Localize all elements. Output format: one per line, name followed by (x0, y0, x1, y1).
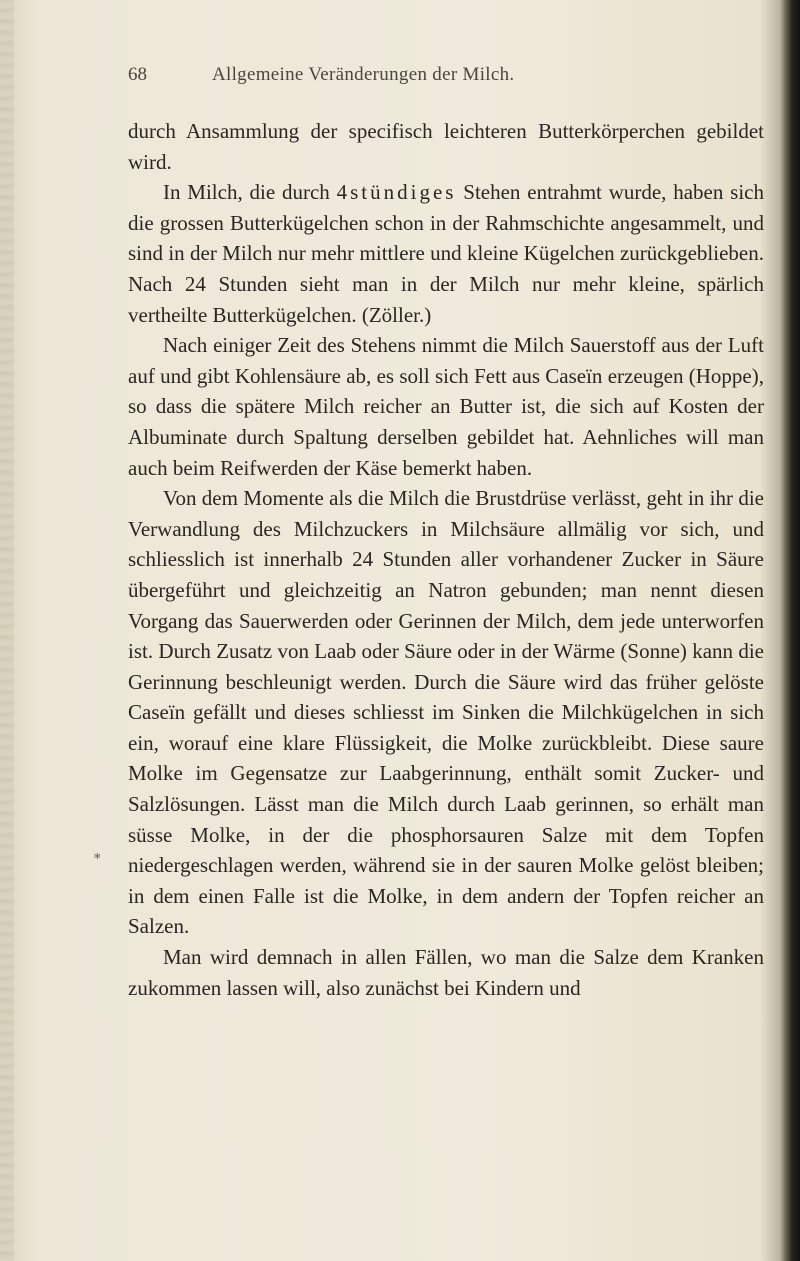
paragraph-continuation: durch Ansammlung der specifisch leichteren Butterkörperchen gebildet wird. (128, 119, 764, 174)
page-header (128, 64, 708, 94)
paragraph-conclusion: Man wird demnach in allen Fällen, wo man die Salze dem Kranken zukommen lassen will, also zunächst bei Kindern und (128, 945, 764, 1000)
paragraph-oxygen-uptake: Nach einiger Zeit des Stehens nimmt die Milch Sauerstoff aus der Luft auf und gibt Kohlensäure ab, es soll sich Fett aus Caseïn erzeugen (Hoppe), so dass die spätere Milch reicher an Butter ist, die sich auf Kosten der Albuminate durch Spaltung derselben gebildet hat. Aehnliches will man auch beim Reifwerden der Käse bemerkt haben. (128, 333, 764, 480)
running-title: Allgemeine Veränderungen der Milch. (212, 64, 515, 85)
page-right-edge-shadow (786, 0, 800, 1261)
paragraph-2-rest: Stehen entrahmt wurde, haben sich die grossen Butterkügelchen schon in der Rahmschichte angesammelt, und sind in der Milch nur mehr mittlere und kleine Kügelchen zurückgeblieben. Nach 24 Stunden sieht man in der Milch nur mehr kleine, spärlich vertheilte Butterkügelchen. (Zöller.) (128, 180, 765, 327)
page-binding-edge (0, 0, 14, 1261)
paragraph-milk-skimming (128, 177, 764, 330)
paragraph-souring: Von dem Momente als die Milch die Brustdrüse verlässt, geht in ihr die Verwandlung des Milchzuckers in Milchsäure allmälig vor sich, und schliesslich ist innerhalb 24 Stunden aller vorhandener Zucker in Säure übergeführt und gleichzeitig an Natron gebunden; man nennt diesen Vorgang das Sauerwerden oder Gerinnen der Milch, dem jede unterworfen ist. Durch Zusatz von Laab oder Säure oder in der Wärme (Sonne) kann die Gerinnung beschleunigt werden. Durch die Säure wird das früher gelöste Caseïn gefällt und dieses schliesst im Sinken die Milchkügelchen in sich ein, worauf eine klare Flüssigkeit, die Molke zurückbleibt. Diese saure Molke im Gegensatze zur Laabgerinnung, enthält somit Zucker- und Salzlösungen. Lässt man die Milch durch Laab gerinnen, so erhält man süsse Molke, in der die phosphorsauren Salze mit dem Topfen niedergeschlagen werden, während sie in der sauren Molke gelöst bleiben; in dem einen Falle ist die Molke, in dem andern der Topfen reicher an Salzen. (128, 486, 764, 939)
page-number: 68 (128, 64, 147, 85)
paragraph-2-lead: In Milch, die durch (163, 180, 337, 205)
margin-mark: * (94, 852, 101, 867)
emphasis-spaced-text: 4stündiges (336, 180, 457, 205)
body-text (128, 116, 764, 1003)
